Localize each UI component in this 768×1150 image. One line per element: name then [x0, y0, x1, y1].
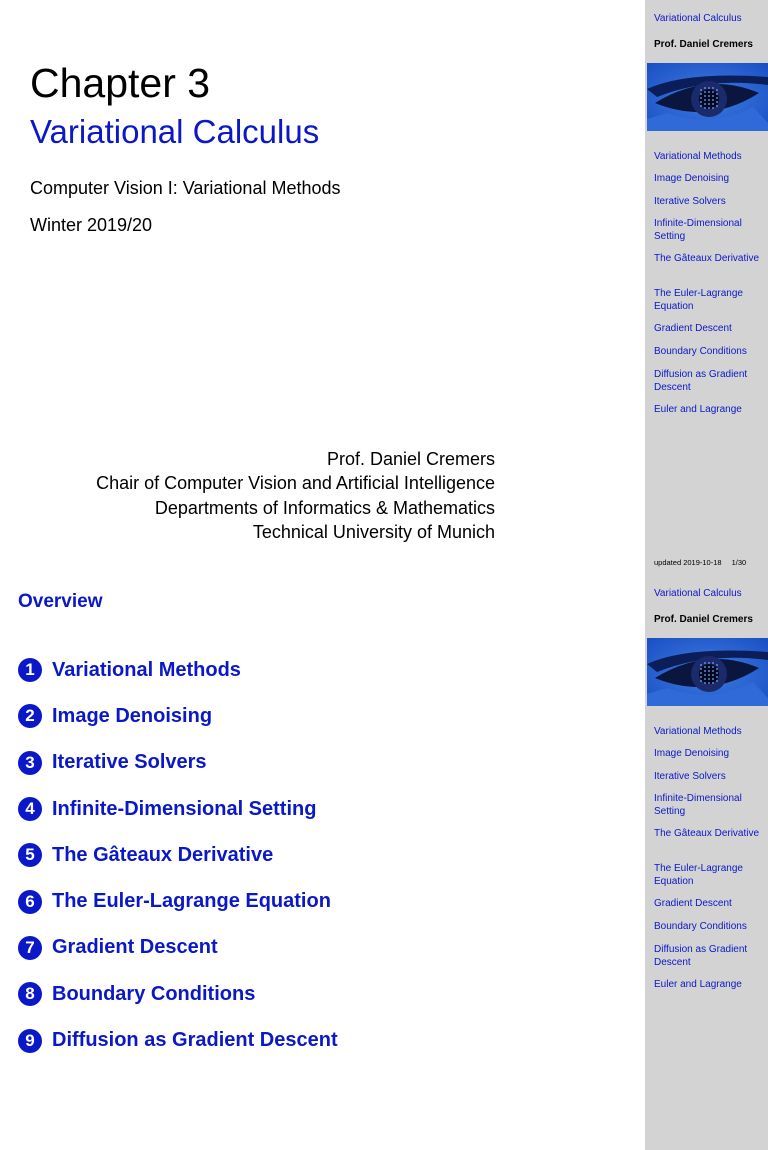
- sidebar-title-link[interactable]: Variational Calculus: [654, 588, 742, 599]
- sidebar-nav-item[interactable]: Diffusion as Gradient Descent: [654, 944, 748, 968]
- overview-item-label: Boundary Conditions: [52, 982, 256, 1005]
- eye-logo-icon: [647, 63, 768, 131]
- overview-item[interactable]: [18, 832, 338, 878]
- sidebar-nav-item[interactable]: Gradient Descent: [654, 898, 732, 909]
- author-line: Prof. Daniel Cremers: [326, 449, 495, 469]
- sidebar-nav-item[interactable]: Iterative Solvers: [654, 771, 726, 782]
- sidebar-nav-item[interactable]: The Gâteaux Derivative: [654, 828, 760, 839]
- number-badge: 9: [18, 1029, 42, 1053]
- chapter-heading: Chapter 3: [30, 60, 211, 106]
- overview-item[interactable]: [18, 786, 338, 832]
- overview-item-label: The Gâteaux Derivative: [52, 843, 274, 866]
- title-slide-main: [0, 0, 645, 575]
- sidebar-author: Prof. Daniel Cremers: [654, 39, 753, 50]
- overview-main: [0, 575, 645, 1150]
- overview-list: [18, 647, 338, 1064]
- author-line: Chair of Computer Vision and Artificial Intelligence: [96, 473, 495, 494]
- sidebar-nav-item[interactable]: Infinite-Dimensional Setting: [654, 218, 742, 242]
- sidebar-nav-item[interactable]: Image Denoising: [654, 748, 730, 759]
- eye-logo-icon: [647, 638, 768, 706]
- sidebar-nav-item[interactable]: Gradient Descent: [654, 323, 732, 334]
- sidebar: [645, 575, 768, 1150]
- sidebar-nav-item[interactable]: The Gâteaux Derivative: [654, 253, 760, 264]
- sidebar-nav-item[interactable]: Infinite-Dimensional Setting: [654, 793, 742, 817]
- number-badge: 7: [18, 936, 42, 960]
- overview-item-label: Image Denoising: [52, 704, 213, 727]
- sidebar-nav-item[interactable]: Euler and Lagrange: [654, 979, 742, 990]
- number-badge: 5: [18, 843, 42, 867]
- author-line: Technical University of Munich: [252, 521, 495, 542]
- overview-item[interactable]: [18, 971, 338, 1017]
- overview-title: Overview: [18, 591, 103, 612]
- author-block: [96, 447, 495, 544]
- chapter-subtitle: Variational Calculus: [30, 113, 320, 150]
- sidebar-nav-item[interactable]: Diffusion as Gradient Descent: [654, 369, 748, 393]
- sidebar-title-link[interactable]: Variational Calculus: [654, 13, 742, 24]
- overview-item[interactable]: [18, 925, 338, 971]
- number-badge: 2: [18, 704, 42, 728]
- overview-item[interactable]: [18, 693, 338, 739]
- overview-item-label: Iterative Solvers: [52, 751, 207, 774]
- number-badge: 6: [18, 890, 42, 914]
- sidebar-nav-item[interactable]: Boundary Conditions: [654, 346, 747, 357]
- number-badge: 3: [18, 751, 42, 775]
- sidebar-nav-item[interactable]: Variational Methods: [654, 726, 742, 737]
- sidebar-nav-item[interactable]: Image Denoising: [654, 173, 730, 184]
- course-name: Computer Vision I: Variational Methods: [30, 178, 341, 198]
- number-badge: 8: [18, 982, 42, 1006]
- author-line: Departments of Informatics & Mathematics: [154, 497, 495, 518]
- overview-slide: [0, 575, 768, 1150]
- page-number: 1/30: [731, 558, 747, 567]
- updated-date: updated 2019-10-18: [654, 558, 722, 567]
- sidebar: [645, 0, 768, 575]
- sidebar-nav-item[interactable]: The Euler-Lagrange Equation: [654, 288, 743, 312]
- sidebar-author: Prof. Daniel Cremers: [654, 614, 753, 625]
- overview-item[interactable]: [18, 647, 338, 693]
- number-badge: 4: [18, 797, 42, 821]
- overview-item-label: Diffusion as Gradient Descent: [52, 1029, 338, 1052]
- semester: Winter 2019/20: [30, 215, 153, 235]
- overview-item-label: Infinite-Dimensional Setting: [52, 797, 317, 820]
- sidebar-nav-item[interactable]: Euler and Lagrange: [654, 404, 742, 415]
- overview-item-label: The Euler-Lagrange Equation: [52, 890, 331, 913]
- slide-footer: [654, 558, 746, 567]
- sidebar-nav-item[interactable]: Variational Methods: [654, 151, 742, 162]
- sidebar-nav-item[interactable]: The Euler-Lagrange Equation: [654, 863, 743, 887]
- sidebar-nav-item[interactable]: Boundary Conditions: [654, 921, 747, 932]
- overview-item[interactable]: [18, 878, 338, 924]
- overview-item[interactable]: [18, 1017, 338, 1063]
- overview-item-label: Variational Methods: [52, 658, 241, 681]
- number-badge: 1: [18, 658, 42, 682]
- sidebar-nav-item[interactable]: Iterative Solvers: [654, 196, 726, 207]
- overview-item[interactable]: [18, 740, 338, 786]
- overview-item-label: Gradient Descent: [52, 936, 218, 959]
